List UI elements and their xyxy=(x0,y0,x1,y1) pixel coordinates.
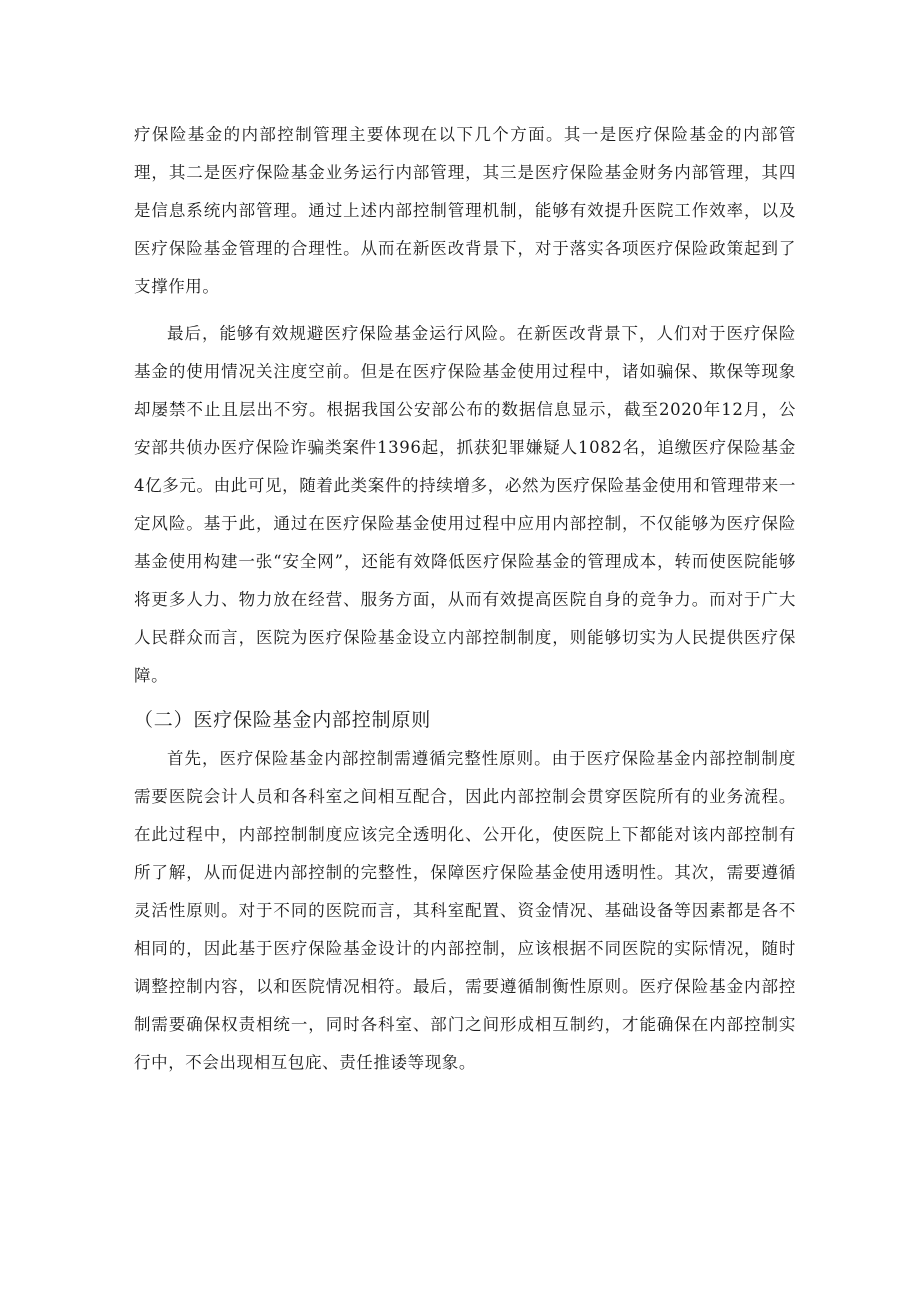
section-heading: （二）医疗保险基金内部控制原则 xyxy=(134,709,432,731)
paragraph-continued-internal-control-management: 疗保险基金的内部控制管理主要体现在以下几个方面。其一是医疗保险基金的内部管理，其二是医疗保险基金业务运行内部管理，其三是医疗保险基金财务内部管理，其四是信息系统内部管理。通过上述内部控制管理机制，能够有效提升医院工作效率，以及医疗保险基金管理的合理性。从而在新医改背景下，对于落实各项医疗保险政策起到了支撑作用。 xyxy=(134,125,796,296)
paragraph-control-principles: 首先，医疗保险基金内部控制需遵循完整性原则。由于医疗保险基金内部控制制度需要医院会计人员和各科室之间相互配合，因此内部控制会贯穿医院所有的业务流程。在此过程中，内部控制制度应该完全透明化、公开化，使医院上下都能对该内部控制有所了解，从而促进内部控制的完整性，保障医疗保险基金使用透明性。其次，需要遵循灵活性原则。对于不同的医院而言，其科室配置、资金情况、基础设备等因素都是各不相同的，因此基于医疗保险基金设计的内部控制，应该根据不同医院的实际情况，随时调整控制内容，以和医院情况相符。最后，需要遵循制衡性原则。医疗保险基金内部控制需要确保权责相统一，同时各科室、部门之间形成相互制约，才能确保在内部控制实行中，不会出现相互包庇、责任推诿等现象。 xyxy=(134,749,796,1072)
paragraph-risk-avoidance: 最后，能够有效规避医疗保险基金运行风险。在新医改背景下，人们对于医疗保险基金的使用情况关注度空前。但是在医疗保险基金使用过程中，诸如骗保、欺保等现象却屡禁不止且层出不穷。根据我国公安部公布的数据信息显示，截至2020年12月，公安部共侦办医疗保险诈骗类案件1396起，抓获犯罪嫌疑人1082名，追缴医疗保险基金4亿多元。由此可见，随着此类案件的持续增多，必然为医疗保险基金使用和管理带来一定风险。基于此，通过在医疗保险基金使用过程中应用内部控制，不仅能够为医疗保险基金使用构建一张“安全网”，还能有效降低医疗保险基金的管理成本，转而使医院能够将更多人力、物力放在经营、服务方面，从而有效提高医院自身的竞争力。而对于广大人民群众而言，医院为医疗保险基金设立内部控制制度，则能够切实为人民提供医疗保障。 xyxy=(134,324,796,685)
